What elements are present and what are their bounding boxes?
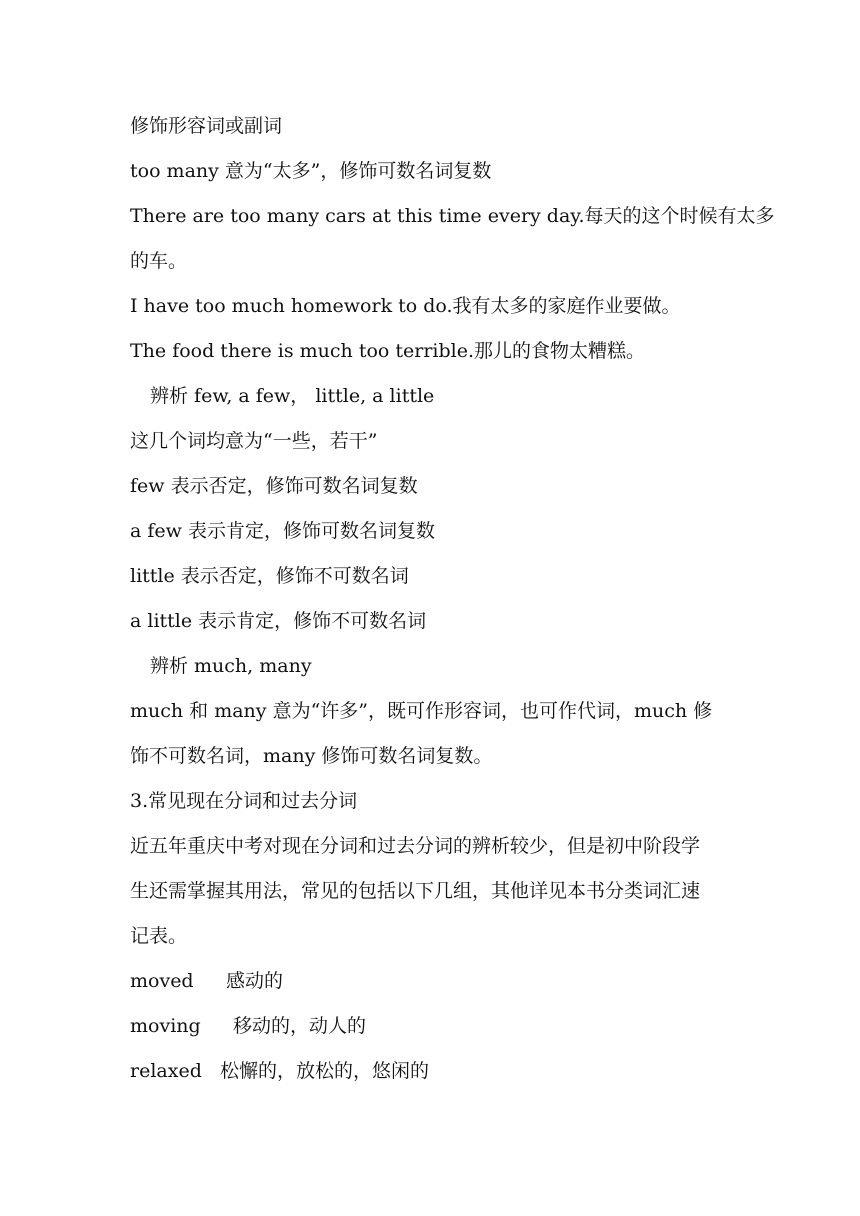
text-line: 的车。 xyxy=(130,250,188,272)
text-line: 生还需掌握其用法，常见的包括以下几组，其他详见本书分类词汇速 xyxy=(130,880,701,902)
section-heading: 辨析 few, a few， little, a little xyxy=(150,385,435,407)
section-heading: 辨析 much, many xyxy=(150,655,312,677)
vocab-word: relaxed xyxy=(130,1060,202,1082)
text-line: 修饰形容词或副词 xyxy=(130,115,283,137)
text-line: There are too many cars at this time every day.每天的这个时候有太多 xyxy=(130,205,775,227)
text-line: a little 表示肯定，修饰不可数名词 xyxy=(130,610,427,632)
text-line: I have too much homework to do.我有太多的家庭作业要做。 xyxy=(130,295,681,317)
text-line: much 和 many 意为“许多”，既可作形容词，也可作代词，much 修 xyxy=(130,700,713,722)
text-line: too many 意为“太多”，修饰可数名词复数 xyxy=(130,160,492,182)
text-line: a few 表示肯定，修饰可数名词复数 xyxy=(130,520,435,542)
text-line: 饰不可数名词，many 修饰可数名词复数。 xyxy=(130,745,493,767)
vocab-row xyxy=(130,959,735,1004)
text-line: 这几个词均意为“一些，若干” xyxy=(130,430,378,452)
text-line: 记表。 xyxy=(130,925,188,947)
text-line: few 表示否定，修饰可数名词复数 xyxy=(130,475,418,497)
vocab-word: moved xyxy=(130,970,194,992)
text-line: little 表示否定，修饰不可数名词 xyxy=(130,565,409,587)
vocab-meaning: 移动的，动人的 xyxy=(233,1015,367,1037)
vocab-row xyxy=(130,1004,735,1049)
section-heading: 3.常见现在分词和过去分词 xyxy=(130,790,358,812)
vocab-word: moving xyxy=(130,1015,201,1037)
document-body xyxy=(130,104,775,1094)
text-line: The food there is much too terrible.那儿的食物太糟糕。 xyxy=(130,340,646,362)
vocab-meaning: 感动的 xyxy=(226,970,284,992)
vocab-meaning: 松懈的，放松的，悠闲的 xyxy=(220,1060,430,1082)
vocab-row xyxy=(130,1049,735,1094)
text-line: 近五年重庆中考对现在分词和过去分词的辨析较少，但是初中阶段学 xyxy=(130,835,701,857)
